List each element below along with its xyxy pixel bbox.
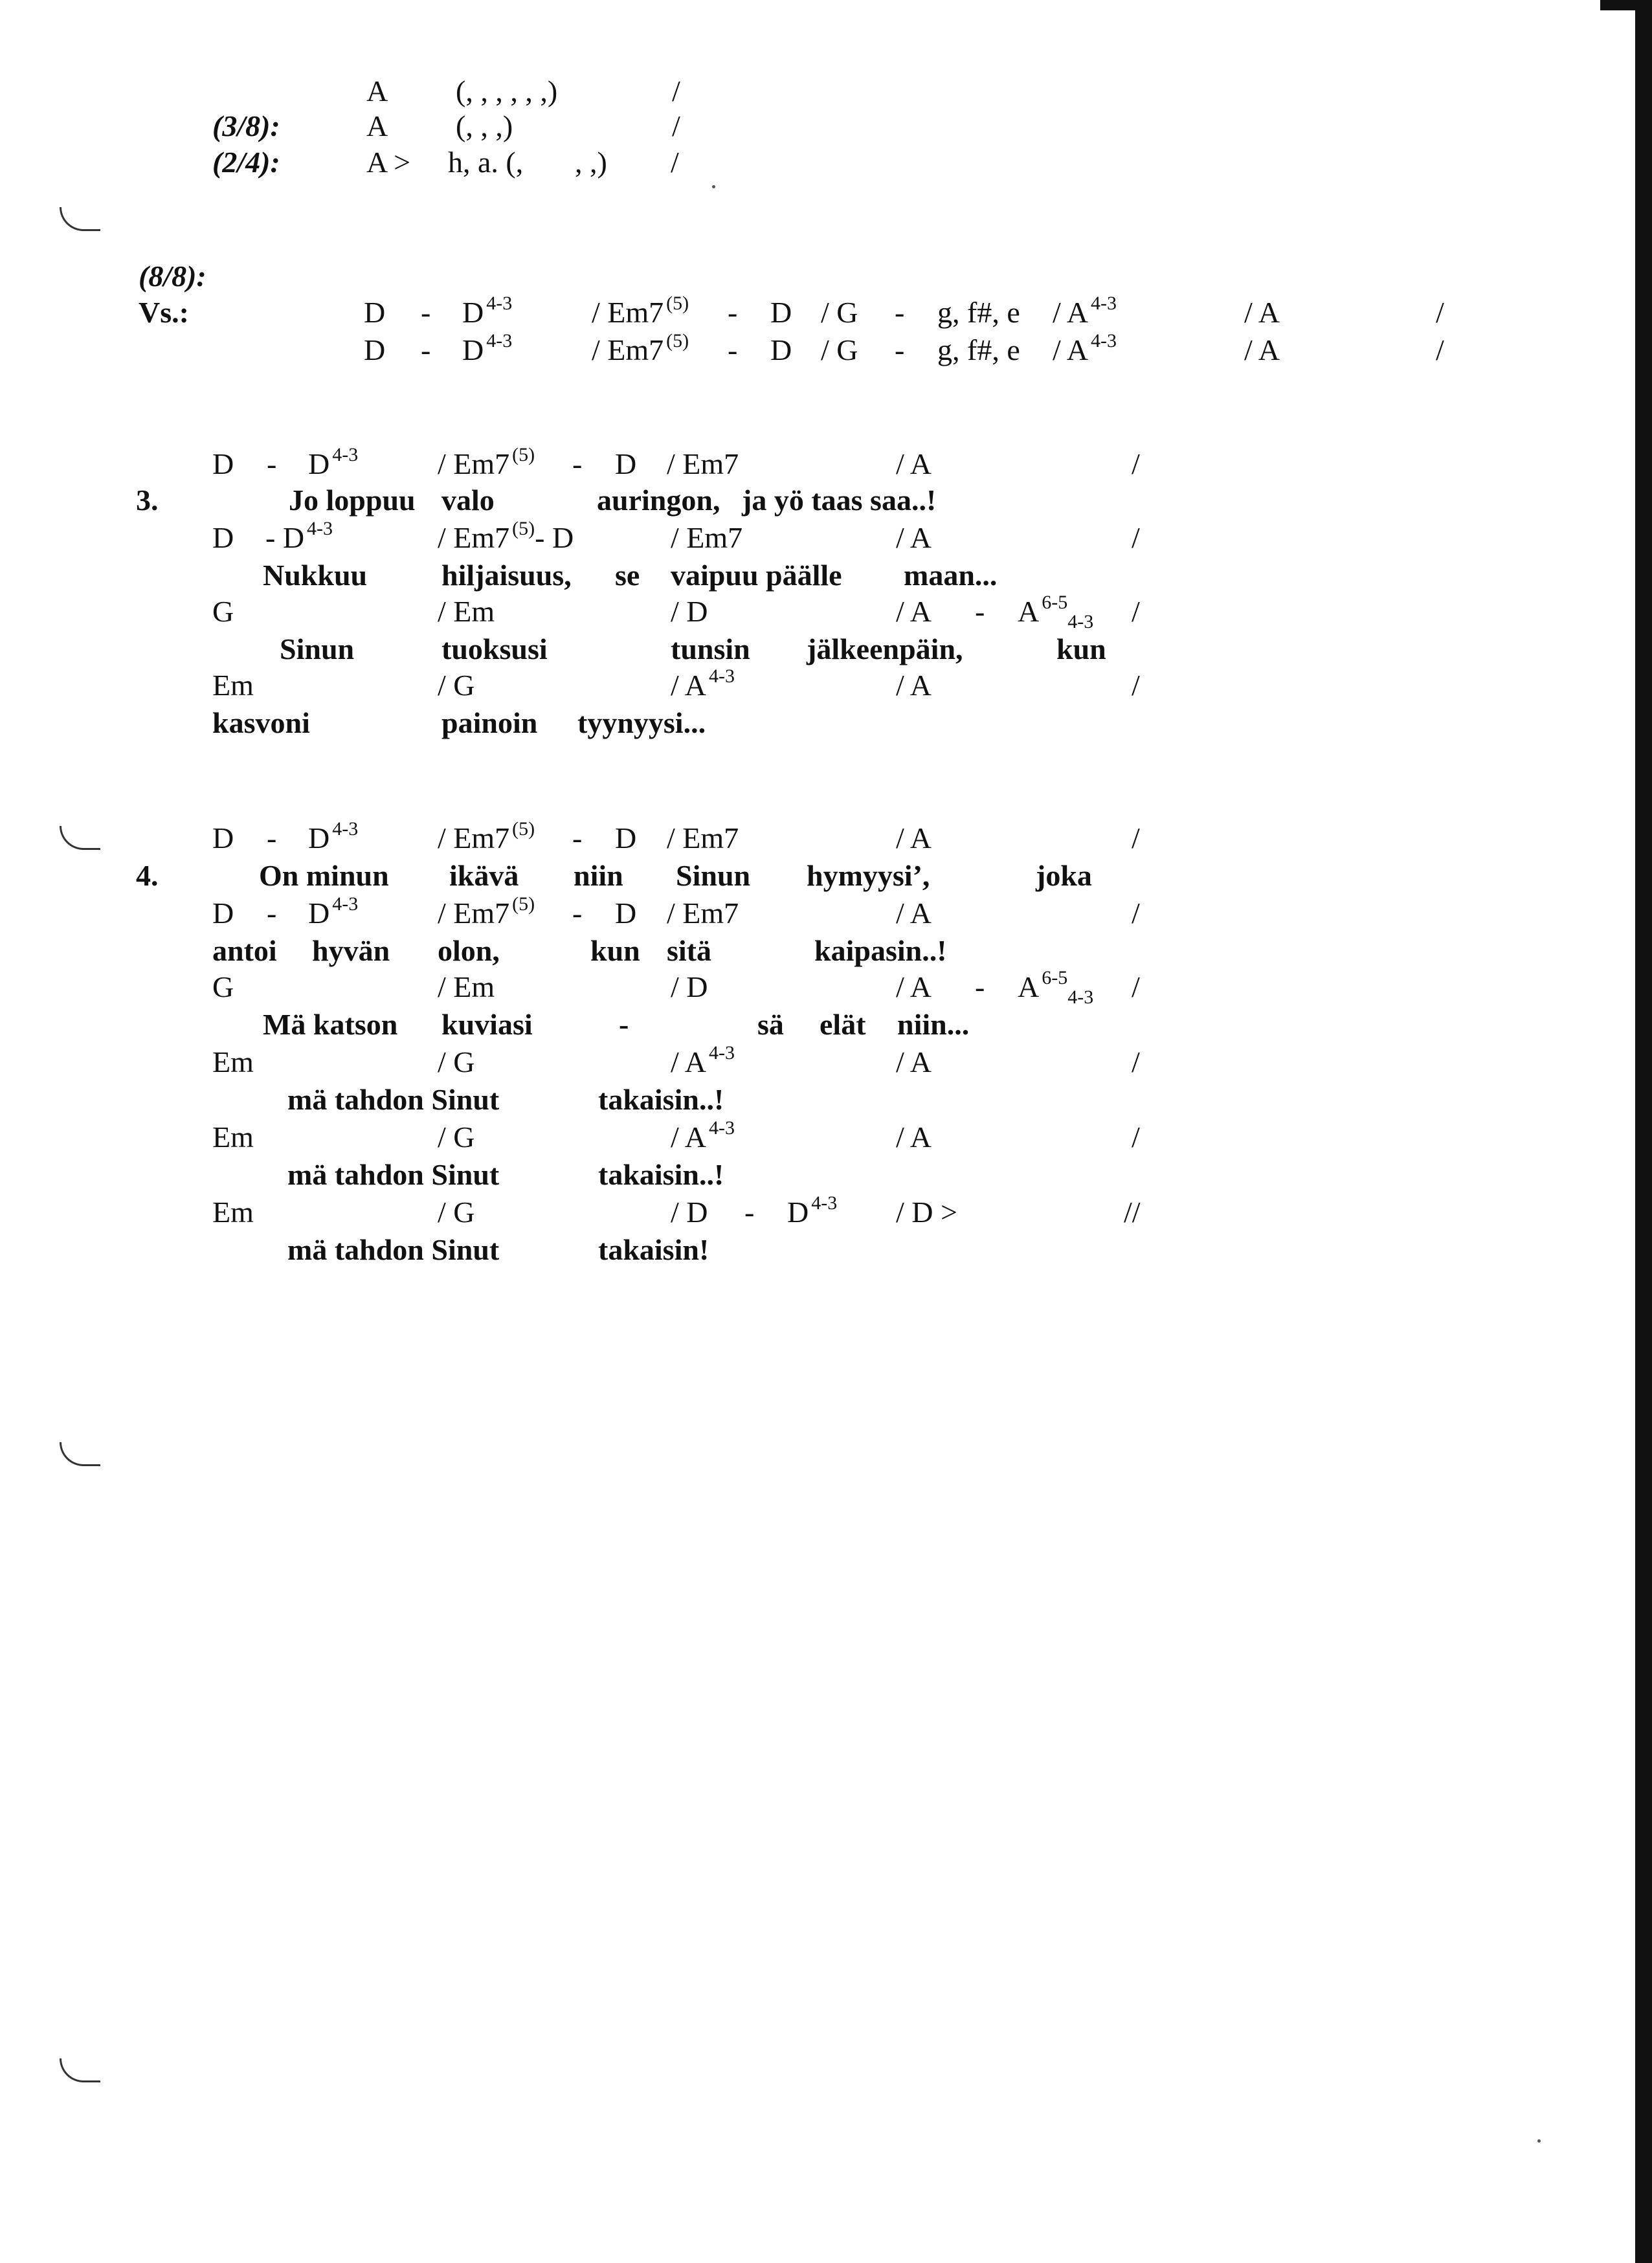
- chord: / A $^{4-3}$: [1053, 330, 1117, 366]
- chord: D $^{4-3}$: [308, 893, 359, 930]
- lyric: antoi: [212, 934, 277, 967]
- bar-line: /: [672, 109, 680, 142]
- dash: -: [267, 447, 277, 480]
- chord: / D: [671, 595, 708, 628]
- bar-line: /: [1132, 821, 1140, 854]
- chord: / G: [438, 1196, 475, 1229]
- chord: D $^{4-3}$: [308, 818, 359, 854]
- chord: D: [770, 296, 792, 329]
- chord: A $^{6-5}_{4-3}$: [1018, 967, 1094, 1008]
- chord: / Em7 $^{(5)}$- D: [438, 518, 574, 554]
- chord: A: [366, 109, 388, 142]
- lyric: takaisin..!: [598, 1158, 724, 1191]
- lyric: mä tahdon Sinut: [287, 1158, 500, 1191]
- punch-hole-mark: [60, 826, 100, 850]
- chord: / D >: [896, 1196, 957, 1229]
- punch-hole-mark: [60, 2058, 100, 2082]
- lyric: kun: [1056, 632, 1106, 665]
- chord: D $^{4-3}$: [787, 1192, 838, 1229]
- bar-line: /: [1132, 595, 1140, 628]
- lyric: kasvoni: [212, 706, 310, 739]
- lyric: jälkeenpäin,: [807, 632, 963, 665]
- lyric: kuviasi: [441, 1008, 533, 1041]
- chord: / G: [821, 333, 858, 366]
- lyric: sitä: [667, 934, 711, 967]
- chord: / A: [896, 521, 932, 554]
- chord: / G: [438, 669, 475, 702]
- dash: -: [975, 970, 985, 1003]
- chord: Em: [212, 1196, 254, 1229]
- chord: / A: [896, 447, 932, 480]
- chord: / A: [1244, 296, 1280, 329]
- chord: G: [212, 595, 234, 628]
- lyric: niin...: [897, 1008, 970, 1041]
- lyric: vaipuu päälle: [671, 559, 842, 592]
- scan-edge-top: [1600, 0, 1652, 10]
- bar-line: /: [1132, 897, 1140, 930]
- chord: / Em7 $^{(5)}$: [438, 893, 535, 930]
- lyric: olon,: [438, 934, 500, 967]
- bar-line: /: [1436, 296, 1444, 329]
- chord: A >: [366, 146, 411, 179]
- dash: -: [421, 333, 431, 366]
- lyric: ikävä: [449, 859, 519, 892]
- rhythm-notation: , ,): [575, 146, 607, 179]
- chord: / A: [896, 669, 932, 702]
- chord: / G: [438, 1045, 475, 1078]
- speck: [712, 185, 715, 188]
- speck: [1537, 2139, 1541, 2143]
- chord: / A $^{4-3}$: [671, 665, 735, 702]
- lyric: tuoksusi: [441, 632, 548, 665]
- chord: D $^{4-3}$: [462, 330, 513, 366]
- time-signature: (3/8):: [212, 109, 280, 142]
- lyric: auringon,: [597, 484, 720, 517]
- punch-hole-mark: [60, 207, 100, 231]
- chord: / A: [1244, 333, 1280, 366]
- rhythm-notation: (, , , , , ,): [456, 74, 558, 107]
- dash: -: [421, 296, 431, 329]
- lyric: joka: [1036, 859, 1092, 892]
- chord: / Em7: [667, 447, 739, 480]
- chord: D: [770, 333, 792, 366]
- chord: / Em7 $^{(5)}$: [438, 818, 535, 854]
- melody-notes: g, f#, e: [937, 333, 1020, 366]
- lyric: elät: [820, 1008, 866, 1041]
- lyric: Sinun: [280, 632, 355, 665]
- chord: / A: [896, 970, 932, 1003]
- lyric: valo: [441, 484, 495, 517]
- dash: -: [895, 296, 905, 329]
- chord: G: [212, 970, 234, 1003]
- bar-line: /: [1132, 1045, 1140, 1078]
- chord: / A $^{4-3}$: [671, 1117, 735, 1154]
- chord: / A: [896, 1045, 932, 1078]
- bar-line: /: [1132, 669, 1140, 702]
- dash: -: [572, 447, 583, 480]
- chord: D $^{4-3}$: [462, 293, 513, 329]
- lyric: mä tahdon Sinut: [287, 1233, 500, 1266]
- time-signature: (2/4):: [212, 146, 280, 179]
- chord: / Em7: [667, 897, 739, 930]
- chord: / A: [896, 821, 932, 854]
- chord: A $^{6-5}_{4-3}$: [1018, 592, 1094, 632]
- chord: D: [615, 897, 637, 930]
- chord: / Em: [438, 970, 495, 1003]
- bar-line: /: [1132, 521, 1140, 554]
- lyric: Nukkuu: [263, 559, 368, 592]
- chord: / A: [896, 1120, 932, 1154]
- chord: / G: [821, 296, 858, 329]
- chord: / Em7 $^{(5)}$: [592, 293, 689, 329]
- bar-line: /: [671, 146, 679, 179]
- chord: D: [212, 521, 234, 554]
- bar-line: /: [1132, 970, 1140, 1003]
- chord: A: [366, 74, 388, 107]
- dash: -: [267, 821, 277, 854]
- chord: D: [212, 897, 234, 930]
- verse-number: 4.: [136, 859, 159, 892]
- lyric: takaisin!: [598, 1233, 709, 1266]
- lyric: sä: [757, 1008, 784, 1041]
- rhythm-notation: h, a. (,: [448, 146, 524, 179]
- chord: / A $^{4-3}$: [671, 1042, 735, 1078]
- time-signature: (8/8):: [139, 260, 206, 293]
- lyric: hymyysi’,: [807, 859, 930, 892]
- lyric: tunsin: [671, 632, 750, 665]
- chord: / Em: [438, 595, 495, 628]
- chord: / Em7: [671, 521, 743, 554]
- rhythm-notation: (, , ,): [456, 109, 513, 142]
- lyric: -: [619, 1008, 629, 1041]
- chord: D: [364, 333, 386, 366]
- lyric: painoin: [441, 706, 538, 739]
- chord: Em: [212, 1120, 254, 1154]
- chord: D: [615, 447, 637, 480]
- bar-line: /: [1436, 333, 1444, 366]
- lyric: hiljaisuus,: [441, 559, 572, 592]
- lyric: niin: [574, 859, 623, 892]
- chord: / D: [671, 1196, 708, 1229]
- lyric: ja yö taas saa..!: [742, 484, 937, 517]
- lyric: Mä katson: [263, 1008, 398, 1041]
- dash: -: [572, 897, 583, 930]
- chord: D: [615, 821, 637, 854]
- verse-number: 3.: [136, 484, 159, 517]
- chord: / G: [438, 1120, 475, 1154]
- bar-line: /: [1132, 447, 1140, 480]
- punch-hole-mark: [60, 1442, 100, 1466]
- lyric: mä tahdon Sinut: [287, 1083, 500, 1116]
- melody-notes: g, f#, e: [937, 296, 1020, 329]
- section-label: Vs.:: [139, 296, 189, 329]
- final-bar-line: //: [1124, 1196, 1141, 1229]
- lyric: On minun: [259, 859, 389, 892]
- dash: -: [267, 897, 277, 930]
- chord: Em: [212, 669, 254, 702]
- chord: / D: [671, 970, 708, 1003]
- dash: -: [728, 333, 738, 366]
- bar-line: /: [1132, 1120, 1140, 1154]
- dash: -: [975, 595, 985, 628]
- lyric: tyynyysi...: [577, 706, 706, 739]
- chord: D: [212, 447, 234, 480]
- lyric: Jo loppuu: [289, 484, 416, 517]
- dash: -: [744, 1196, 755, 1229]
- lyric: maan...: [904, 559, 998, 592]
- lyric: takaisin..!: [598, 1083, 724, 1116]
- lyric: Sinun: [676, 859, 751, 892]
- chord: / A: [896, 897, 932, 930]
- chord: / A $^{4-3}$: [1053, 293, 1117, 329]
- lyric: se: [615, 559, 640, 592]
- chord: Em: [212, 1045, 254, 1078]
- chord: / Em7 $^{(5)}$: [438, 444, 535, 480]
- chord: / Em7: [667, 821, 739, 854]
- lyric: hyvän: [312, 934, 390, 967]
- chord: D: [364, 296, 386, 329]
- lyric: kaipasin..!: [814, 934, 947, 967]
- chord: / Em7 $^{(5)}$: [592, 330, 689, 366]
- dash: -: [895, 333, 905, 366]
- scan-edge: [1635, 0, 1652, 2263]
- dash: -: [572, 821, 583, 854]
- chord: / A: [896, 595, 932, 628]
- bar-line: /: [672, 74, 680, 107]
- chord: - D $^{4-3}$: [265, 518, 333, 554]
- dash: -: [728, 296, 738, 329]
- chord: D $^{4-3}$: [308, 444, 359, 480]
- lyric: kun: [590, 934, 640, 967]
- chord: D: [212, 821, 234, 854]
